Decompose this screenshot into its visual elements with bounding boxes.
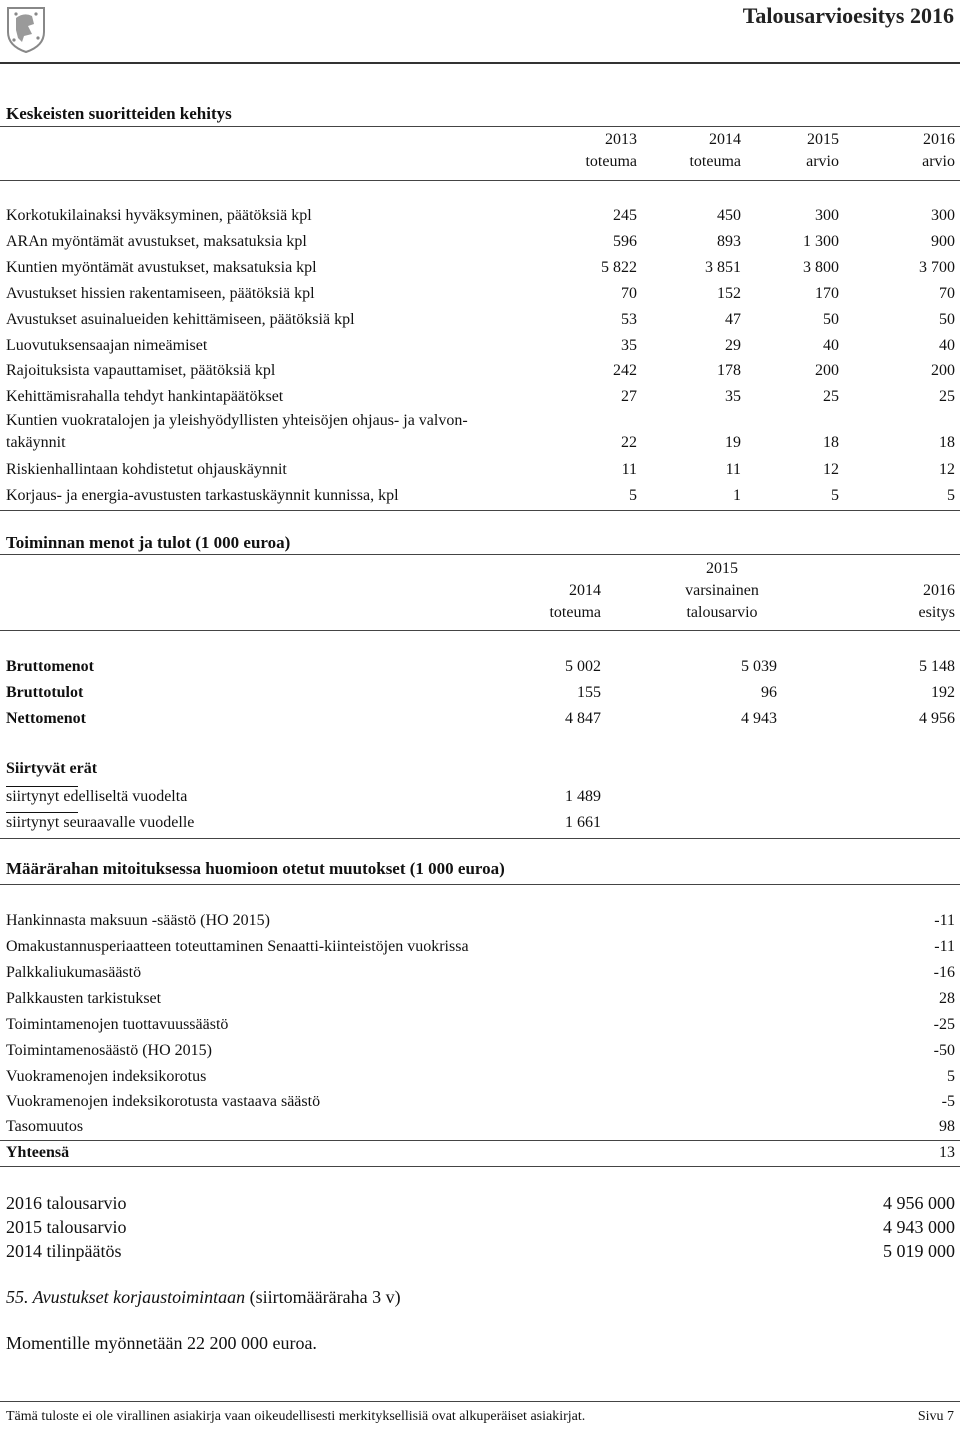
- row-label: Toimintamenosäästö (HO 2015): [6, 1042, 212, 1059]
- row-label: Omakustannusperiaatteen toteuttaminen Senaatti-kiinteistöjen vuokrissa: [6, 938, 469, 955]
- cell-value: 70: [621, 285, 637, 302]
- perf-col-year: 2015: [807, 131, 839, 148]
- cell-value: 53: [621, 311, 637, 328]
- row-label: Avustukset asuinalueiden kehittämiseen, päätöksiä kpl: [6, 311, 355, 328]
- table-row: [6, 360, 955, 382]
- changes-bottom-rule: [0, 1166, 960, 1167]
- row-label: Hankinnasta maksuun -säästö (HO 2015): [6, 912, 270, 929]
- perf-col-kind: toteuma: [585, 153, 637, 170]
- table-row: [6, 1091, 955, 1113]
- table-row: [6, 962, 955, 984]
- cell-value: 170: [815, 285, 839, 302]
- cell-value: 1 300: [803, 233, 839, 250]
- carry-label: [6, 786, 187, 808]
- ops-col-line3: toteuma: [549, 604, 601, 621]
- table-row: [6, 335, 955, 357]
- cell-value: 35: [725, 388, 741, 405]
- cell-value: 200: [931, 362, 955, 379]
- table-row: [6, 205, 955, 227]
- carry-title: Siirtyvät erät: [6, 760, 98, 777]
- perf-col-year: 2016: [923, 131, 955, 148]
- cell-value: 155: [577, 684, 601, 701]
- ops-col-line2: varsinainen: [685, 582, 759, 599]
- perf-bottom-rule: [0, 510, 960, 511]
- table-row: [6, 386, 955, 408]
- cell-value: 96: [761, 684, 777, 701]
- cell-value: 3 700: [919, 259, 955, 276]
- footer-text: Tämä tuloste ei ole virallinen asiakirja vaan oikeudellisesti merkityksellisiä ovat alkuperäiset asiakirjat.: [6, 1409, 586, 1424]
- row-label: Palkkausten tarkistukset: [6, 990, 162, 1007]
- row-label: Vuokramenojen indeksikorotusta vastaava säästö: [6, 1093, 321, 1110]
- cell-value: 5: [947, 1068, 955, 1085]
- cell-value: 35: [621, 337, 637, 354]
- changes-section-title: Määrärahan mitoituksessa huomioon otetut muutokset (1 000 euroa): [6, 859, 505, 878]
- row-label-continued: takäynnit: [6, 434, 66, 451]
- row-label: ARAn myöntämät avustukset, maksatuksia kpl: [6, 233, 307, 250]
- cell-value: 98: [939, 1118, 955, 1135]
- row-label: Korkotukilainaksi hyväksyminen, päätöksiä kpl: [6, 207, 312, 224]
- ops-bottom-rule: [0, 838, 960, 839]
- perf-section-title: Keskeisten suoritteiden kehitys: [6, 104, 232, 123]
- cell-value: 152: [717, 285, 741, 302]
- cell-value: 900: [931, 233, 955, 250]
- cell-value: 29: [725, 337, 741, 354]
- row-label: Riskienhallintaan kohdistetut ohjauskäynnit: [6, 461, 287, 478]
- budget-label: 2014 tilinpäätös: [6, 1241, 122, 1261]
- changes-title-rule: [0, 884, 960, 885]
- budget-label: 2015 talousarvio: [6, 1217, 127, 1237]
- cell-value: 3 800: [803, 259, 839, 276]
- list-item: [6, 1191, 955, 1215]
- footer-rule: [0, 1401, 960, 1402]
- ops-col-line1: 2015: [706, 560, 738, 577]
- cell-value: 25: [823, 388, 839, 405]
- table-row: [6, 682, 955, 704]
- row-label: Avustukset hissien rakentamiseen, päätöksiä kpl: [6, 285, 315, 302]
- cell-value: 50: [823, 311, 839, 328]
- perf-col-kind: toteuma: [689, 153, 741, 170]
- ops-col-line3: esitys: [918, 604, 955, 621]
- table-row: [6, 257, 955, 279]
- cell-value: 11: [725, 461, 741, 478]
- cell-value: 18: [939, 434, 955, 451]
- row-label: Toimintamenojen tuottavuussäästö: [6, 1016, 229, 1033]
- table-row: [6, 459, 955, 481]
- perf-title-rule: [0, 126, 960, 127]
- ops-header-rule: [0, 630, 960, 631]
- row-label: Kuntien myöntämät avustukset, maksatuksia kpl: [6, 259, 317, 276]
- cell-value: 4 943: [741, 710, 777, 727]
- row-label: Kuntien vuokratalojen ja yleishyödyllisten yhteisöjen ohjaus- ja valvon-: [6, 412, 468, 429]
- table-row: [6, 708, 955, 730]
- table-row: [6, 936, 955, 958]
- cell-value: -11: [934, 912, 955, 929]
- budget-value: 5 019 000: [883, 1241, 955, 1261]
- cell-value: -11: [934, 938, 955, 955]
- changes-total-label: Yhteensä: [6, 1144, 70, 1161]
- carry-label: [6, 812, 194, 834]
- cell-value: 19: [725, 434, 741, 451]
- cell-value: 70: [939, 285, 955, 302]
- changes-total-row: [6, 1142, 955, 1164]
- ops-section-title: Toiminnan menot ja tulot (1 000 euroa): [6, 533, 291, 552]
- cell-value: 3 851: [705, 259, 741, 276]
- cell-value: 5: [947, 487, 955, 504]
- item55-heading: [6, 1287, 401, 1308]
- cell-value: 50: [939, 311, 955, 328]
- table-row: [6, 1040, 955, 1062]
- table-row: [6, 1116, 955, 1138]
- cell-value: 178: [717, 362, 741, 379]
- row-label: Vuokramenojen indeksikorotus: [6, 1068, 207, 1085]
- table-row: [6, 485, 955, 507]
- budget-value: 4 956 000: [883, 1193, 955, 1213]
- cell-value: 300: [815, 207, 839, 224]
- cell-value: 40: [939, 337, 955, 354]
- carry-value: 1 489: [565, 788, 601, 805]
- header-rule: [0, 62, 960, 64]
- row-label: Bruttomenot: [6, 658, 94, 675]
- ops-col-line2: 2014: [569, 582, 601, 599]
- list-item: [6, 1239, 955, 1263]
- cell-value: 300: [931, 207, 955, 224]
- changes-total-value: 13: [939, 1144, 955, 1161]
- list-item: [6, 1215, 955, 1239]
- row-label: Korjaus- ja energia-avustusten tarkastuskäynnit kunnissa, kpl: [6, 487, 399, 504]
- row-label: Bruttotulot: [6, 684, 84, 701]
- carry-label-text: siirtynyt edelliseltä vuodelta: [6, 788, 188, 805]
- row-label: Kehittämisrahalla tehdyt hankintapäätökset: [6, 388, 284, 405]
- list-item: [6, 786, 955, 808]
- item55-note: (siirtomääräraha 3 v): [249, 1287, 401, 1307]
- cell-value: 1: [733, 487, 741, 504]
- item55-title: 55. Avustukset korjaustoimintaan: [6, 1287, 246, 1307]
- ops-col-line2: 2016: [923, 582, 955, 599]
- table-row: [6, 231, 955, 253]
- cell-value: 893: [717, 233, 741, 250]
- perf-header-rule: [0, 180, 960, 181]
- ops-col-line3: talousarvio: [686, 604, 758, 621]
- row-label: Luovutuksensaajan nimeämiset: [6, 337, 208, 354]
- table-row: [6, 910, 955, 932]
- cell-value: 242: [613, 362, 637, 379]
- perf-col-year: 2013: [605, 131, 637, 148]
- cell-value: 4 847: [565, 710, 601, 727]
- page-number: Sivu 7: [917, 1409, 954, 1424]
- cell-value: 5: [629, 487, 637, 504]
- table-row: [6, 412, 955, 454]
- cell-value: 4 956: [919, 710, 955, 727]
- changes-total-rule: [0, 1140, 960, 1141]
- row-label: Nettomenot: [6, 710, 86, 727]
- cell-value: 200: [815, 362, 839, 379]
- grant-text: Momentille myönnetään 22 200 000 euroa.: [6, 1333, 317, 1353]
- table-row: [6, 1066, 955, 1088]
- list-item: [6, 812, 955, 834]
- cell-value: -5: [941, 1093, 955, 1110]
- table-row: [6, 656, 955, 678]
- cell-value: 40: [823, 337, 839, 354]
- budget-label: 2016 talousarvio: [6, 1193, 127, 1213]
- cell-value: 5: [831, 487, 839, 504]
- ops-title-rule: [0, 554, 960, 555]
- cell-value: 5 822: [601, 259, 637, 276]
- dash-marker: [6, 786, 78, 787]
- cell-value: 5 002: [565, 658, 601, 675]
- cell-value: 12: [823, 461, 839, 478]
- cell-value: 5 148: [919, 658, 955, 675]
- cell-value: 450: [717, 207, 741, 224]
- cell-value: -25: [933, 1016, 955, 1033]
- table-row: [6, 1014, 955, 1036]
- row-label: Palkkaliukumasäästö: [6, 964, 142, 981]
- cell-value: 28: [939, 990, 955, 1007]
- cell-value: 245: [613, 207, 637, 224]
- cell-value: 5 039: [741, 658, 777, 675]
- perf-col-kind: arvio: [922, 153, 955, 170]
- cell-value: 192: [931, 684, 955, 701]
- cell-value: 47: [725, 311, 741, 328]
- table-row: [6, 988, 955, 1010]
- cell-value: 11: [621, 461, 637, 478]
- cell-value: 22: [621, 434, 637, 451]
- table-row: [6, 283, 955, 305]
- cell-value: -50: [933, 1042, 955, 1059]
- cell-value: 18: [823, 434, 839, 451]
- table-row: [6, 309, 955, 331]
- carry-value: 1 661: [565, 814, 601, 831]
- cell-value: 27: [621, 388, 637, 405]
- perf-col-year: 2014: [709, 131, 741, 148]
- dash-marker: [6, 812, 78, 813]
- carry-label-text: siirtynyt seuraavalle vuodelle: [6, 814, 195, 831]
- row-label: Rajoituksista vapauttamiset, päätöksiä kpl: [6, 362, 276, 379]
- cell-value: 12: [939, 461, 955, 478]
- budget-value: 4 943 000: [883, 1217, 955, 1237]
- cell-value: 596: [613, 233, 637, 250]
- coat-of-arms-logo: [4, 2, 48, 54]
- cell-value: -16: [933, 964, 955, 981]
- perf-col-kind: arvio: [806, 153, 839, 170]
- cell-value: 25: [939, 388, 955, 405]
- document-title: Talousarvioesitys 2016: [742, 3, 954, 28]
- row-label: Tasomuutos: [6, 1118, 84, 1135]
